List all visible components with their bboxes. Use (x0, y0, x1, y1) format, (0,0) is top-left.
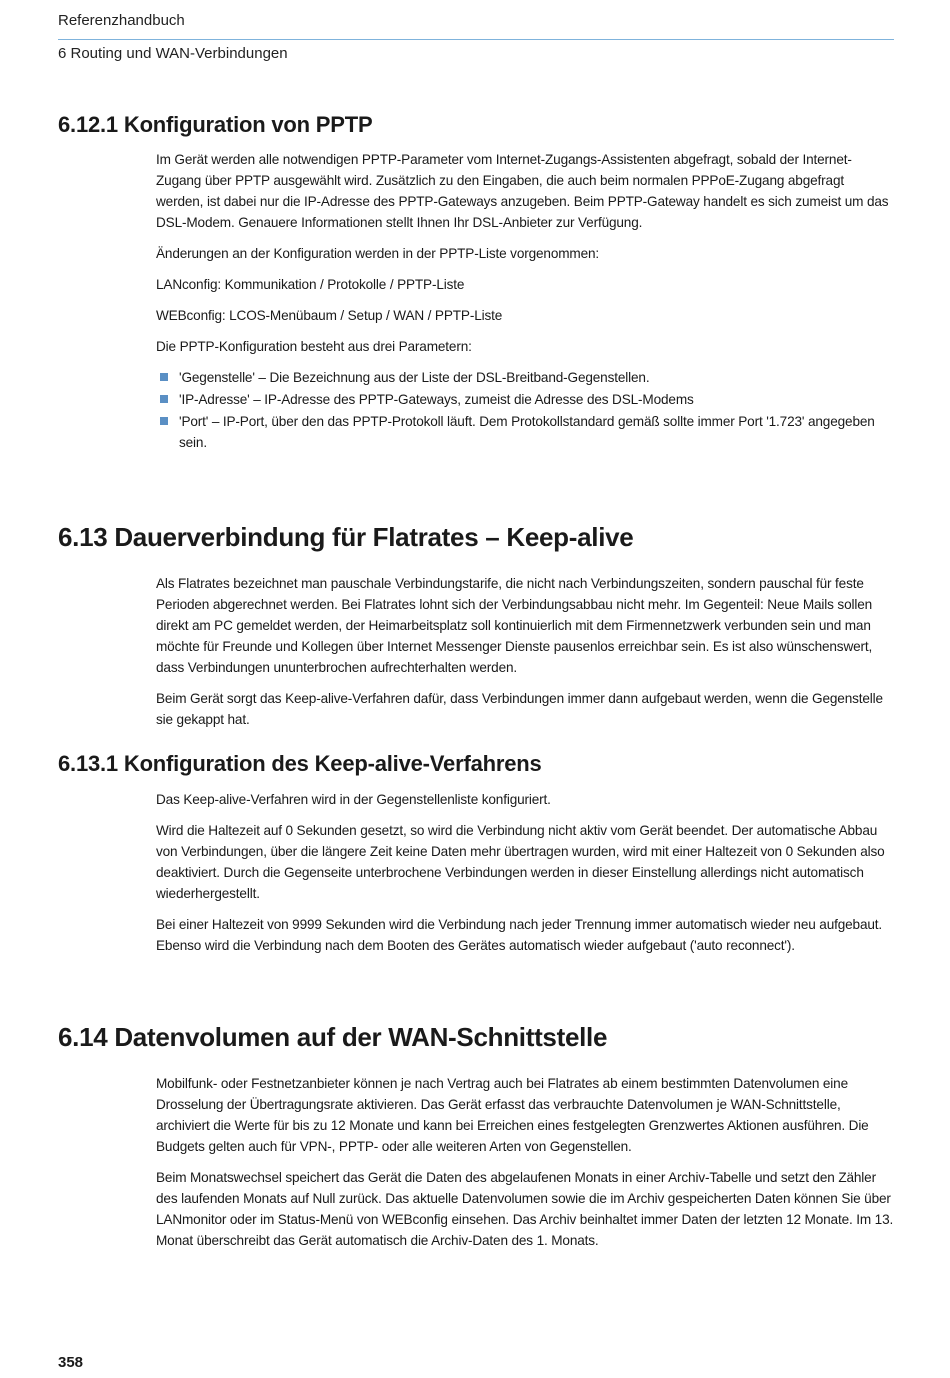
list-item (156, 411, 894, 453)
header-divider (58, 39, 894, 40)
list-item-text: 'IP-Adresse' – IP-Adresse des PPTP-Gateways, zumeist die Adresse des DSL-Modems (179, 392, 694, 407)
list-item-text: 'Gegenstelle' – Die Bezeichnung aus der Liste der DSL-Breitband-Gegenstellen. (179, 370, 650, 385)
section-body-6-13-1 (156, 789, 894, 966)
document-title: Referenzhandbuch (58, 12, 185, 29)
section-body-6-13 (156, 573, 894, 740)
paragraph: Mobilfunk- oder Festnetzanbieter können je nach Vertrag auch bei Flatrates ab einem bestimmten Datenvolumen eine Drosselung der Übertragungsrate aktivieren. Das Gerät erfasst das verbrauchte Datenvolumen je WAN-Schnittstelle, archiviert die Werte für bis zu 12 Monate und kann bei Erreichen eines festgelegten Grenzwertes Aktionen ausführen. Die Budgets gelten auch für VPN-, PPTP- oder alle weiteren Arten von Gegenstellen. (156, 1076, 869, 1154)
section-body-6-14 (156, 1073, 894, 1261)
paragraph: Wird die Haltezeit auf 0 Sekunden gesetzt, so wird die Verbindung nicht aktiv vom Gerät beendet. Der automatische Abbau von Verbindungen, über die längere Zeit keine Daten mehr übertragen wurden, wird mit einer Haltezeit von 0 Sekunden also deaktiviert. Durch die Gegenseite unterbrochene Verbindungen werden in dieser Einstellung allerdings nicht automatisch wiederhergestellt. (156, 823, 885, 901)
section-body-6-12-1 (156, 149, 894, 454)
list-item-text: 'Port' – IP-Port, über den das PPTP-Protokoll läuft. Dem Protokollstandard gemäß sollte immer Port '1.723' angegeben sein. (179, 414, 875, 450)
section-heading-6-13: 6.13 Dauerverbindung für Flatrates – Keep-alive (58, 522, 634, 552)
section-heading-6-13-1: 6.13.1 Konfiguration des Keep-alive-Verfahrens (58, 751, 542, 776)
running-header (58, 10, 894, 65)
paragraph: Die PPTP-Konfiguration besteht aus drei Parametern: (156, 339, 472, 354)
list-item (156, 367, 894, 388)
section-heading-6-12-1: 6.12.1 Konfiguration von PPTP (58, 112, 373, 137)
paragraph: Als Flatrates bezeichnet man pauschale Verbindungstarife, die nicht nach Verbindungszeiten, sondern pauschal für feste Perioden abgerechnet werden. Bei Flatrates lohnt sich der Verbindungsabbau nicht mehr. Im Gegenteil: Neue Mails sollen direkt am PC gemeldet werden, der Heimarbeitsplatz soll kontinuierlich mit dem Firmennetzwerk verbunden sein und man möchte für Freunde und Kollegen über Internet Messenger Dienste pausenlos erreichbar sein. Es ist also wünschenswert, dass Verbindungen ununterbrochen aufrechterhalten werden. (156, 576, 873, 675)
page-number: 358 (58, 1354, 84, 1371)
paragraph: Änderungen an der Konfiguration werden in der PPTP-Liste vorgenommen: (156, 246, 600, 261)
paragraph: Bei einer Haltezeit von 9999 Sekunden wird die Verbindung nach jeder Trennung immer automatisch wieder neu aufgebaut. Ebenso wird die Verbindung nach dem Booten des Gerätes automatisch wieder aufgebaut ('auto reconnect'). (156, 917, 883, 953)
bullet-square-icon (160, 417, 168, 425)
paragraph: WEBconfig: LCOS-Menübaum / Setup / WAN / PPTP-Liste (156, 308, 503, 323)
section-heading-6-14: 6.14 Datenvolumen auf der WAN-Schnittstelle (58, 1022, 608, 1052)
paragraph: Beim Monatswechsel speichert das Gerät die Daten des abgelaufenen Monats in einer Archiv-Tabelle und setzt den Zähler des laufenden Monats auf Null zurück. Das aktuelle Datenvolumen sowie die im Archiv gespeicherten Daten können Sie über LANmonitor oder im Status-Menü von WEBconfig einsehen. Das Archiv beinhaltet immer Daten der letzten 12 Monate. Im 13. Monat überschreibt das Gerät automatisch die Archiv-Daten des 1. Monats. (156, 1170, 894, 1248)
paragraph: LANconfig: Kommunikation / Protokolle / PPTP-Liste (156, 277, 465, 292)
chapter-title: 6 Routing und WAN-Verbindungen (58, 45, 288, 62)
paragraph: Das Keep-alive-Verfahren wird in der Gegenstellenliste konfiguriert. (156, 792, 551, 807)
paragraph: Im Gerät werden alle notwendigen PPTP-Parameter vom Internet-Zugangs-Assistenten abgefragt, sobald der Internet-Zugang über PPTP ausgewählt wird. Zusätzlich zu den Eingaben, die auch beim normalen PPPoE-Zugang abgefragt werden, ist dabei nur die IP-Adresse des PPTP-Gateways anzugeben. Beim PPTP-Gateway handelt es sich zumeist um das DSL-Modem. Genauere Informationen stellt Ihnen Ihr DSL-Anbieter zur Verfügung. (156, 152, 889, 230)
list-item (156, 389, 894, 410)
bullet-square-icon (160, 373, 168, 381)
paragraph: Beim Gerät sorgt das Keep-alive-Verfahren dafür, dass Verbindungen immer dann aufgebaut werden, wenn die Gegenstelle sie gekappt hat. (156, 691, 883, 727)
bullet-square-icon (160, 395, 168, 403)
parameter-list (156, 367, 894, 453)
